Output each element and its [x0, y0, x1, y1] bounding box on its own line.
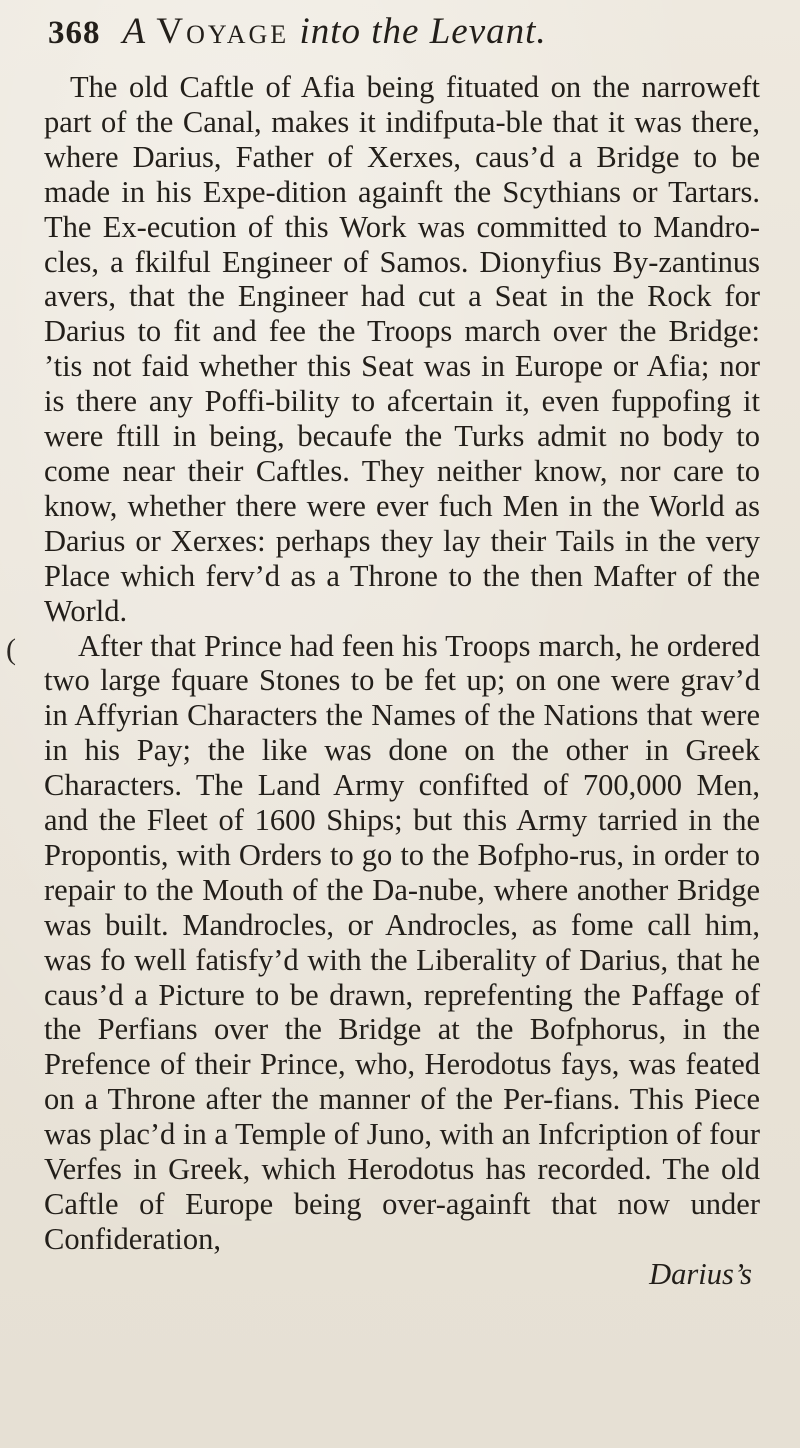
running-head — [44, 10, 760, 72]
page-number: 368 — [48, 15, 101, 51]
running-title — [123, 10, 547, 53]
running-title-noun: Voyage — [156, 11, 290, 52]
paragraph-1: The old Caftle of Afia being fituated on the narroweft part of the Canal, makes it indifputa-ble that it was there, where Darius, Father of Xerxes, caus’d a Bridge to be made in his Expe-dition againft the Scythians or Tartars. The Ex-ecution of this Work was committed to Mandro-cles, a fkilful Engineer of Samos. Dionyfius By-zantinus avers, that the Engineer had cut a Seat in the Rock for Darius to fit and fee the Troops march over the Bridge: ’tis not faid whether this Seat was in Europe or Afia; nor is there any Poffi-bility to afcertain it, even fuppofing it were ftill in being, becaufe the Turks admit no body to come near their Caftles. They neither know, nor care to know, whether there were ever fuch Men in the World as Darius or Xerxes: perhaps they lay their Tails in the very Place which ferv’d as a Throne to the then Mafter of the World. — [44, 70, 760, 628]
running-title-rest: into the Levant. — [299, 11, 547, 52]
paragraph-2: After that Prince had feen his Troops march, he ordered two large fquare Stones to be fet up; on one were grav’d in Affyrian Characters the Names of the Nations that were in his Pay; the like was done on the other in Greek Characters. The Land Army confifted of 700,000 Men, and the Fleet of 1600 Ships; but this Army tarried in the Propontis, with Orders to go to the Bofpho-rus, in order to repair to the Mouth of the Da-nube, where another Bridge was built. Mandrocles, or Androcles, as fome call him, was fo well fatisfy’d with the Liberality of Darius, that he caus’d a Picture to be drawn, reprefenting the Paffage of the Perfians over the Bridge at the Bofphorus, in the Prefence of their Prince, who, Herodotus fays, was feated on a Throne after the manner of the Per-fians. This Piece was plac’d in a Temple of Juno, with an Infcription of four Verfes in Greek, which Herodotus has recorded. The old Caftle of Europe being over-againft that now under Confideration, — [44, 628, 760, 1256]
margin-mark: ( — [6, 633, 16, 666]
catchword: Darius’s — [649, 1256, 752, 1291]
body-text — [44, 70, 760, 1257]
running-title-article: A — [122, 11, 147, 52]
